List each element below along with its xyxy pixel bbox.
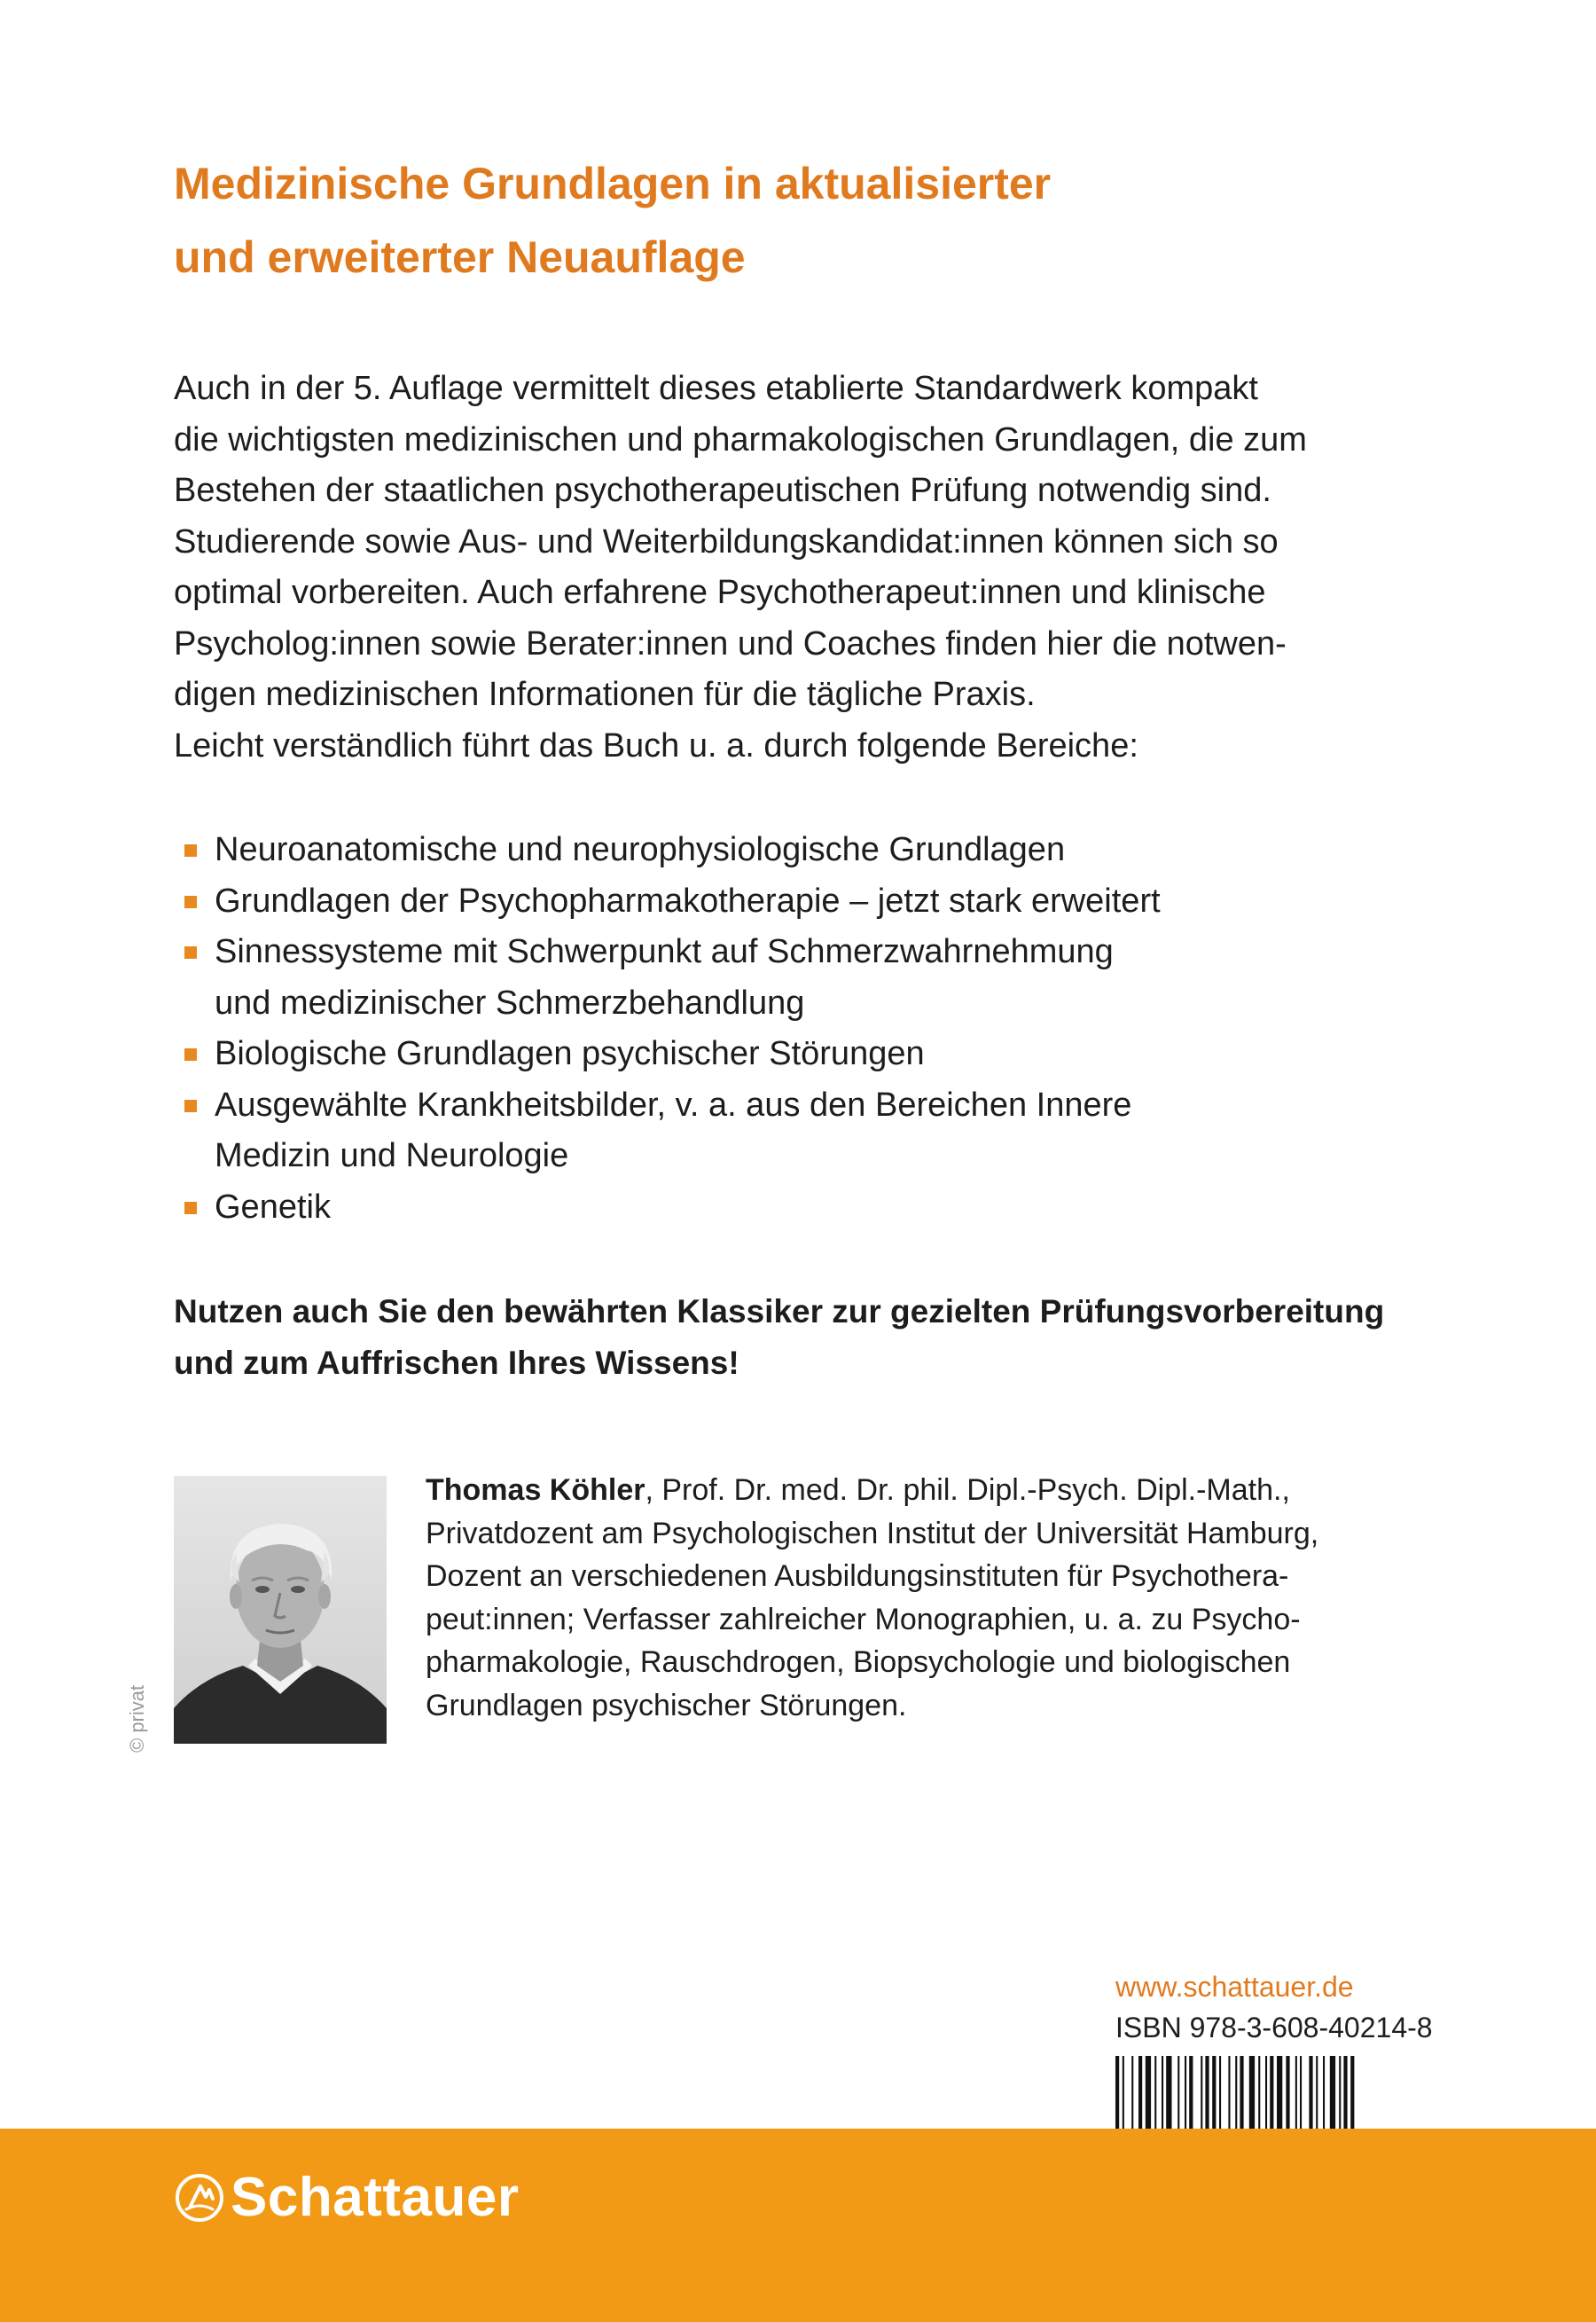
callout-line: Nutzen auch Sie den bewährten Klassiker zur gezielten Prüfungsvorbereitung — [174, 1293, 1385, 1330]
photo-credit: © privat — [126, 1684, 148, 1753]
intro-line: optimal vorbereiten. Auch erfahrene Psychotherapeut:innen und klinische — [174, 574, 1266, 611]
author-credentials: , Prof. Dr. med. Dr. phil. Dipl.-Psych. Dipl.-Math., — [645, 1473, 1290, 1507]
headline-line: und erweiterter Neuauflage — [174, 232, 746, 282]
list-item-text: Genetik — [215, 1188, 331, 1226]
list-item — [174, 825, 1433, 876]
intro-line: digen medizinischen Informationen für die tägliche Praxis. — [174, 676, 1036, 713]
bullet-square-icon — [184, 844, 197, 857]
schattauer-logo-icon — [174, 2172, 225, 2224]
publisher-logo — [174, 2168, 519, 2228]
author-bio-line: Privatdozent am Psychologischen Institut der Universität Hamburg, — [426, 1516, 1319, 1550]
author-bio — [426, 1469, 1419, 1727]
list-item-text: Ausgewählte Krankheitsbilder, v. a. aus den Bereichen Innere — [215, 1086, 1132, 1124]
bullet-square-icon — [184, 1100, 197, 1112]
author-bio-line — [426, 1469, 1419, 1512]
barcode-icon — [1115, 2056, 1421, 2129]
topic-list — [174, 825, 1433, 1233]
publisher-name: Schattauer — [231, 2167, 520, 2228]
author-photo — [174, 1476, 387, 1744]
intro-line: Leicht verständlich führt das Buch u. a. durch folgende Bereiche: — [174, 726, 1138, 765]
bullet-square-icon — [184, 1048, 197, 1061]
list-item-text: und medizinischer Schmerzbehandlung — [215, 984, 805, 1022]
callout-line: und zum Auffrischen Ihres Wissens! — [174, 1344, 739, 1381]
bullet-square-icon — [184, 896, 197, 908]
author-bio-line: peut:innen; Verfasser zahlreicher Monographien, u. a. zu Psycho- — [426, 1602, 1301, 1636]
intro-line: die wichtigsten medizinischen und pharmakologischen Grundlagen, die zum — [174, 420, 1307, 459]
list-item — [174, 1080, 1433, 1182]
author-bio-line: Dozent an verschiedenen Ausbildungsinstituten für Psychothera- — [426, 1559, 1289, 1593]
list-item — [174, 876, 1433, 928]
intro-line: Psycholog:innen sowie Berater:innen und Coaches finden hier die notwen- — [174, 624, 1287, 663]
bullet-square-icon — [184, 946, 197, 959]
author-bio-line: Grundlagen psychischer Störungen. — [426, 1688, 907, 1722]
list-item-text: Neuroanatomische und neurophysiologische Grundlagen — [215, 831, 1066, 868]
intro-line: Auch in der 5. Auflage vermittelt dieses etablierte Standardwerk kompakt — [174, 370, 1258, 407]
list-item-text: Sinnessysteme mit Schwerpunkt auf Schmerzwahrnehmung — [215, 933, 1114, 970]
author-name: Thomas Köhler — [426, 1473, 645, 1507]
list-item — [174, 1029, 1433, 1080]
intro-paragraph — [174, 364, 1433, 772]
list-item-text: Biologische Grundlagen psychischer Störungen — [215, 1035, 925, 1072]
callout-text — [174, 1286, 1486, 1388]
intro-line: Studierende sowie Aus- und Weiterbildungskandidat:innen können sich so — [174, 522, 1279, 561]
author-portrait-image — [174, 1476, 387, 1744]
list-item — [174, 927, 1433, 1029]
list-item-text: Medizin und Neurologie — [215, 1137, 569, 1174]
publisher-website: www.schattauer.de — [1115, 1971, 1354, 2003]
headline — [174, 147, 1415, 294]
bullet-square-icon — [184, 1202, 197, 1214]
headline-line: Medizinische Grundlagen in aktualisierter — [174, 159, 1052, 208]
list-item-text: Grundlagen der Psychopharmakotherapie – jetzt stark erweitert — [215, 882, 1161, 920]
isbn-number: ISBN 978-3-608-40214-8 — [1115, 2012, 1433, 2044]
author-bio-line: pharmakologie, Rauschdrogen, Biopsychologie und biologischen — [426, 1645, 1291, 1679]
list-item — [174, 1182, 1433, 1234]
intro-line: Bestehen der staatlichen psychotherapeutischen Prüfung notwendig sind. — [174, 472, 1271, 509]
